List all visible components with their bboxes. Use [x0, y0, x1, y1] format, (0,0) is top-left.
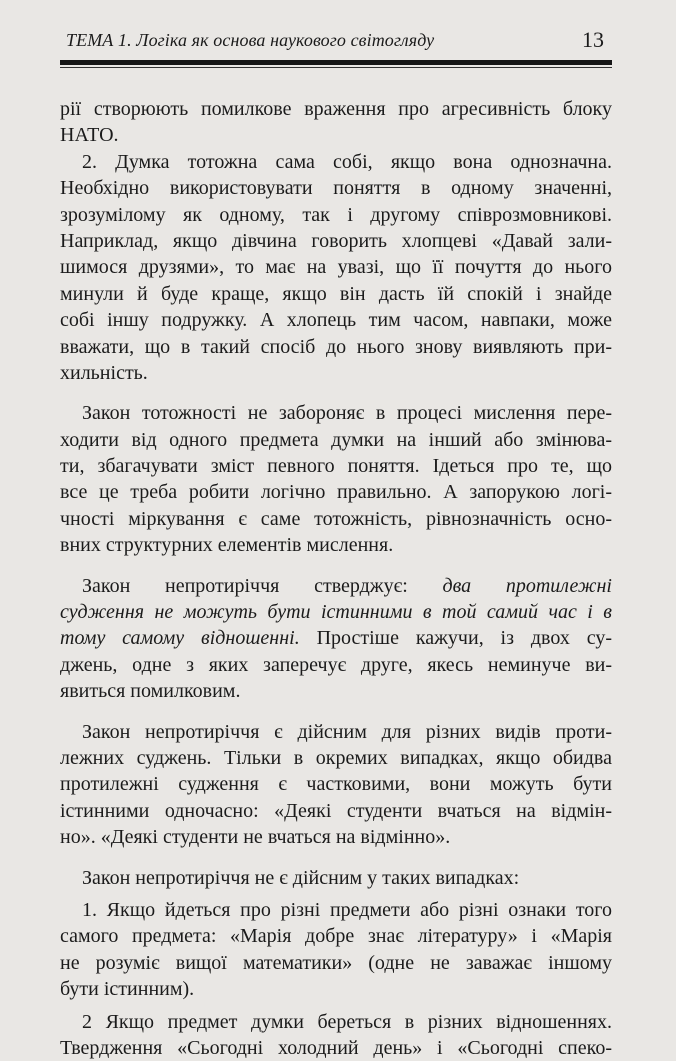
text-line: самого предмета: «Марія добре знає літературу» і «Марія	[60, 923, 612, 949]
text-line: 1. Якщо йдеться про різні предмети або різні ознаки того	[60, 897, 612, 923]
text-line: шимося друзями», то має на увазі, що її почуття до нього	[60, 254, 612, 280]
text-line: вних структурних елементів мислення.	[60, 532, 612, 558]
text-line: собі іншу подружку. А хлопець тим часом, навпаки, може	[60, 307, 612, 333]
text-line: хильність.	[60, 360, 612, 386]
page-number: 13	[582, 27, 604, 53]
header-rule-thin	[60, 67, 612, 68]
text-line: бути істинним).	[60, 976, 612, 1002]
text-line: Закон непротиріччя є дійсним для різних видів проти-	[60, 719, 612, 745]
text-line: Необхідно використовувати поняття в одному значенні,	[60, 175, 612, 201]
text-line: вважати, що в такий спосіб до нього знову виявляють при-	[60, 334, 612, 360]
text-line: Закон непротиріччя стверджує: два протилежні	[60, 573, 612, 599]
text-line: істинними одночасно: «Деякі студенти вчаться на відмін-	[60, 798, 612, 824]
text-line: судження не можуть бути істинними в той самий час і в	[60, 599, 612, 625]
text-line: Твердження «Сьогодні холодний день» і «Сьогодні спеко-	[60, 1035, 612, 1061]
paragraph	[60, 96, 612, 149]
text-line: ти, збагачувати зміст певного поняття. Ідеться про те, що	[60, 453, 612, 479]
paragraph	[60, 1009, 612, 1061]
paragraph	[60, 573, 612, 705]
text-line: тому самому відношенні. Простіше кажучи, із двох су-	[60, 625, 612, 651]
text-line: 2 Якщо предмет думки береться в різних відношеннях.	[60, 1009, 612, 1035]
text-line: но». «Деякі студенти не вчаться на відмінно».	[60, 824, 612, 850]
text-line: ходити від одного предмета думки на інший або змінюва-	[60, 427, 612, 453]
header-rule-thick	[60, 60, 612, 65]
paragraph	[60, 865, 612, 891]
text-line: Закон непротиріччя не є дійсним у таких випадках:	[60, 865, 612, 891]
text-line: лежних суджень. Тільки в окремих випадках, якщо обидва	[60, 745, 612, 771]
text-line: не розуміє вищої математики» (одне не заважає іншому	[60, 950, 612, 976]
text-line: рії створюють помилкове враження про агресивність блоку	[60, 96, 612, 122]
text-line: зрозумілому як одному, так і другому співрозмовникові.	[60, 202, 612, 228]
text-line: Закон тотожності не забороняє в процесі мислення пере-	[60, 400, 612, 426]
chapter-title: ТЕМА 1. Логіка як основа наукового світогляду	[66, 30, 434, 51]
paragraph	[60, 400, 612, 558]
text-line: джень, одне з яких заперечує друге, якесь неминуче ви-	[60, 652, 612, 678]
text-line: Наприклад, якщо дівчина говорить хлопцеві «Давай зали-	[60, 228, 612, 254]
paragraph	[60, 149, 612, 387]
text-line: НАТО.	[60, 122, 612, 148]
text-line: все це треба робити логічно правильно. А запорукою логі-	[60, 479, 612, 505]
paragraph	[60, 719, 612, 851]
text-line: протилежні судження є частковими, вони можуть бути	[60, 771, 612, 797]
page-body	[60, 96, 612, 1061]
text-line: чності міркування є саме тотожність, рівнозначність осно-	[60, 506, 612, 532]
running-header	[60, 30, 608, 58]
text-line: минули й буде краще, якщо він дасть їй спокій і знайде	[60, 281, 612, 307]
text-line: 2. Думка тотожна сама собі, якщо вона однозначна.	[60, 149, 612, 175]
text-line: явиться помилковим.	[60, 678, 612, 704]
paragraph	[60, 897, 612, 1003]
